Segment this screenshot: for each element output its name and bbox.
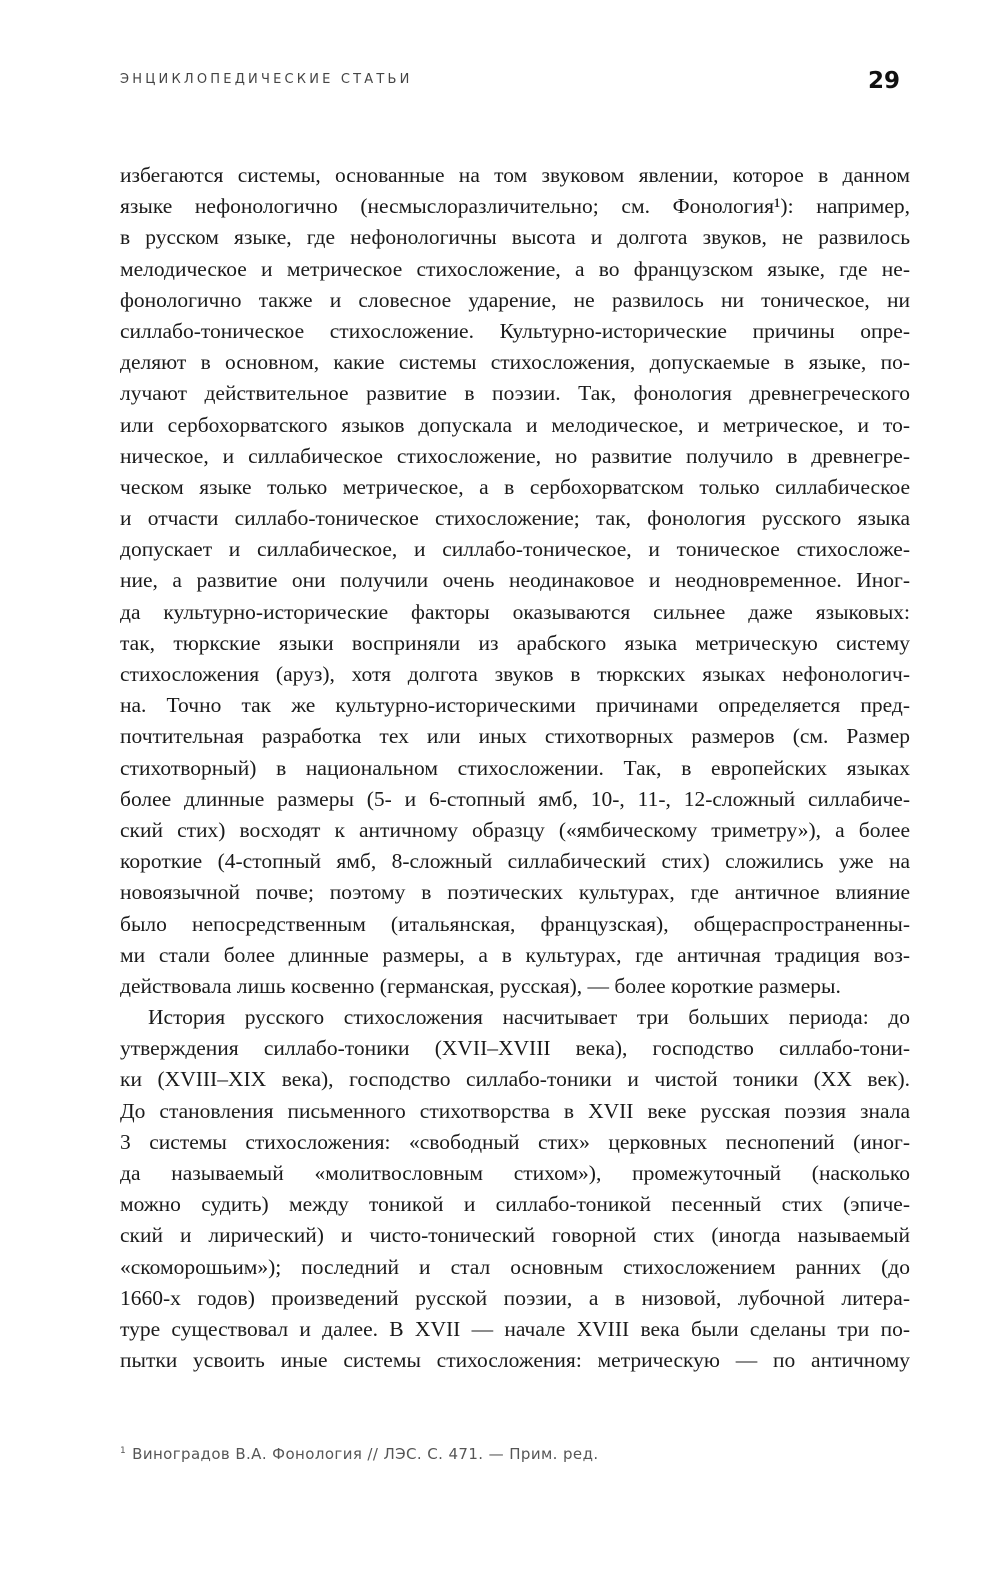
text-line: мелодическое и метрическое стихосложение, а во французском языке, где не-: [120, 256, 910, 281]
text-line: 3 системы стихосложения: «свободный стих» церковных песнопений (иног-: [120, 1129, 910, 1154]
text-line: пытки усвоить иные системы стихосложения: метрическую — по античному: [120, 1348, 910, 1373]
text-line: и отчасти силлабо-тоническое стихосложение; так, фонология русского языка: [120, 506, 910, 531]
text-line: ский и лирический) и чисто-тонический говорной стих (иногда называемый: [120, 1223, 910, 1248]
text-line: было непосредственным (итальянская, французская), общераспространенны-: [120, 911, 910, 936]
text-line: избегаются системы, основанные на том звуковом явлении, которое в данном: [120, 163, 910, 187]
text-line: новоязычной почве; поэтому в поэтических культурах, где античное влияние: [120, 880, 910, 905]
text-line: так, тюркские языки восприняли из арабского языка метрическую систему: [120, 630, 910, 655]
text-line: можно судить) между тоникой и силлабо-тоникой песенный стих (эпиче-: [120, 1192, 910, 1217]
footnote-text: Виноградов В.А. Фонология // ЛЭС. С. 471. — Прим. ред.: [132, 1445, 599, 1463]
footnote-marker: 1: [120, 1446, 127, 1456]
article-body: [120, 160, 910, 1376]
text-line: в русском языке, где нефонологичны высота и долгота звуков, не развилось: [120, 225, 910, 250]
text-line: языке нефонологично (несмыслоразличительно; см. Фонология¹): например,: [120, 194, 910, 219]
text-line: на. Точно так же культурно-историческими причинами определяется пред-: [120, 693, 910, 718]
text-line: почтительная разработка тех или иных стихотворных размеров (см. Размер: [120, 724, 910, 749]
text-line: ский стих) восходят к античному образцу («ямбическому триметру»), а более: [120, 817, 910, 842]
text-line: короткие (4-стопный ямб, 8-сложный силлабический стих) сложились уже на: [120, 849, 910, 874]
text-line: ние, а развитие они получили очень неодинаковое и неодновременное. Иног-: [120, 568, 910, 593]
text-line: История русского стихосложения насчитывает три больших периода: до: [148, 1005, 910, 1030]
text-line: До становления письменного стихотворства в XVII веке русская поэзия знала: [120, 1098, 910, 1123]
running-head: ЭНЦИКЛОПЕДИЧЕСКИЕ СТАТЬИ: [120, 72, 413, 87]
text-line: 1660-х годов) произведений русской поэзии, а в низовой, лубочной литера-: [120, 1285, 910, 1310]
text-line: стихосложения (аруз), хотя долгота звуков в тюркских языках нефонологич-: [120, 662, 910, 686]
footnote: [120, 1445, 599, 1463]
text-line: да называемый «молитвословным стихом»), промежуточный (насколько: [120, 1161, 910, 1185]
page-number: 29: [868, 68, 901, 94]
text-line: «скоморошьим»); последний и стал основным стихосложением ранних (до: [120, 1254, 910, 1279]
text-line: или сербохорватского языков допускала и мелодическое, и метрическое, и то-: [120, 412, 910, 437]
text-line: деляют в основном, какие системы стихосложения, допускаемые в языке, по-: [120, 350, 910, 375]
text-line: силлабо-тоническое стихосложение. Культурно-исторические причины опре-: [120, 318, 910, 343]
text-line: допускает и силлабическое, и силлабо-тоническое, и тоническое стихосложе-: [120, 537, 910, 562]
text-line: утверждения силлабо-тоники (XVII–XVIII века), господство силлабо-тони-: [120, 1036, 910, 1061]
text-line: стихотворный) в национальном стихосложении. Так, в европейских языках: [120, 755, 910, 780]
text-line: ническое, и силлабическое стихосложение, но развитие получило в древнегре-: [120, 443, 910, 468]
text-line: действовала лишь косвенно (германская, русская), — более короткие размеры.: [120, 973, 841, 998]
text-line: фонологично также и словесное ударение, не развилось ни тоническое, ни: [120, 287, 910, 312]
text-line: ческом языке только метрическое, а в сербохорватском только силлабическое: [120, 474, 910, 499]
text-line: ки (XVIII–XIX века), господство силлабо-тоники и чистой тоники (XX век).: [120, 1067, 910, 1092]
text-line: ми стали более длинные размеры, а в культурах, где античная традиция воз-: [120, 942, 910, 967]
text-line: туре существовал и далее. В XVII — начале XVIII века были сделаны три по-: [120, 1316, 910, 1341]
text-line: более длинные размеры (5- и 6-стопный ямб, 10-, 11-, 12-сложный силлабиче-: [120, 786, 910, 811]
text-line: да культурно-исторические факторы оказываются сильнее даже языковых:: [120, 599, 910, 624]
text-line: лучают действительное развитие в поэзии. Так, фонология древнегреческого: [120, 381, 910, 406]
